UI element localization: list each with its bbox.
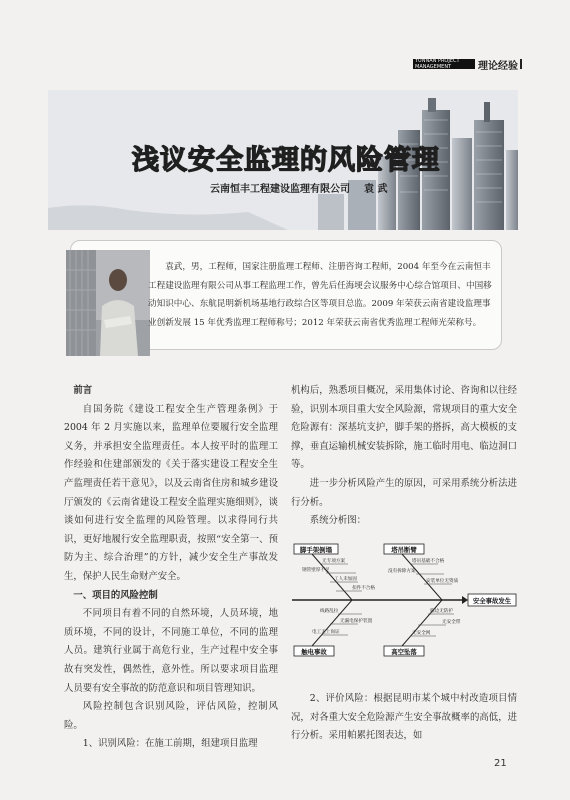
section-header (413, 58, 525, 70)
left-column (64, 382, 278, 754)
cause-label: 无漏电保护装置 (340, 619, 373, 624)
right-column-continued (291, 690, 517, 746)
cause-box-scaffold-label: 脚手架倒塌 (300, 546, 332, 554)
cause-box-fall-label: 高空坠落 (391, 648, 417, 656)
spine-arrow (462, 596, 468, 604)
section-title: 理论经验 (478, 60, 518, 72)
cause-label: 塔吊基础不合格 (412, 559, 445, 564)
section-rule (520, 59, 522, 69)
section-heading: 一、项目的风险控制 (73, 589, 158, 601)
paragraph: 进一步分析风险产生的原因，可采用系统分析法进行分析。 (291, 477, 517, 508)
paragraph: 自国务院《建设工程安全生产管理条例》于 2004 年 2 月实施以来，监理单位要履行安全监理义务，并承担安全监理责任。本人按平时的监理工作经验和住建部颁发的《关于落实建设工程安全生产监理责任若干意见》，以及云南省住房和城乡建设厅颁发的《云南省建设工程安全监理实施细则》，谈谈如何进行安全监理的风险管理。以求得同行共识，更好地履行安全监理职责，按照“安全第一、预防为主、综合治理”的方针，减少安全生产事故发生，保护人民生命财产安全。 (64, 403, 278, 582)
cause-label: 安装单位无资质 (426, 579, 459, 584)
byline (210, 180, 387, 195)
author-name: 袁 武 (364, 184, 388, 195)
paragraph: 2、评价风险：根据昆明市某个城中村改造项目情况，对各重大安全危险源产生安全事故概率的高低，进行分析。采用帕累托图表达，如 (291, 693, 517, 742)
cause-box-tower-label: 塔吊断臂 (391, 546, 417, 554)
author-bio: 袁武，男，工程师，国家注册监理工程师、注册咨询工程师，2004 年至今在云南恒丰工程建设监理有限公司从事工程监理工作，曾先后任海埂会议服务中心综合馆项目、中国移动知识中心、东航昆明新机场基地行政综合区等项目总监。2009 年荣获云南省建设监理事业创新发展 15 年优秀监理工程师称号；2012 年荣获云南省优秀监理工程师光荣称号。 (148, 262, 492, 328)
fishbone-diagram (292, 540, 518, 660)
magazine-brand-logo: YUNNAN PROJECT MANAGEMENT (413, 59, 475, 69)
author-company: 云南恒丰工程建设监理有限公司 (210, 184, 350, 195)
paragraph: 不同项目有着不同的自然环境，人员环境，地质环境，不同的设计，不同施工单位，不同的监理人员。建筑行业属于高危行业，生产过程中安全事故有突发性，偶然性，意外性。所以要求项目监理人员要有安全事故的防范意识和项目管理知识。 (64, 608, 278, 694)
cause-label: 无专项方案 (322, 559, 345, 564)
article-title: 浅议安全监理的风险管理 (132, 145, 440, 176)
bone-line (402, 600, 442, 646)
cause-label: 钢管壁厚不足 (302, 568, 330, 573)
right-column (291, 382, 517, 531)
cause-label: 电工无上岗证 (312, 630, 340, 635)
cause-label: 临边无防护 (430, 609, 453, 614)
cause-label: 线路乱拉 (320, 609, 339, 614)
paragraph: 系统分析图： (309, 515, 367, 527)
cause-label: 无安全网 (412, 631, 431, 636)
effect-box-label: 安全事故发生 (472, 597, 512, 605)
paragraph: 1、识别风险：在施工前期，组建项目监理 (82, 738, 258, 750)
cause-label: 没有拆除方案 (388, 569, 416, 574)
paragraph: 机构后，熟悉项目概况，采用集体讨论、咨询和以往经验，识别本项目重大安全风险源，常规项目的重大安全危险源有：深基坑支护，脚手架的搭拆，高大模板的支撑，垂直运输机械安装拆除，施工临时用电、临边洞口等。 (291, 385, 517, 471)
author-photo (66, 250, 150, 356)
preface-heading: 前言 (73, 385, 93, 396)
paragraph: 风险控制包含识别风险，评估风险，控制风险。 (64, 701, 278, 731)
page-number: 21 (494, 758, 507, 769)
cause-label: 无安全带 (442, 620, 461, 625)
cause-box-electric-label: 触电事故 (301, 648, 327, 656)
cause-label: 工人未加固 (334, 577, 357, 582)
cause-label: 扣件不合格 (352, 586, 375, 591)
